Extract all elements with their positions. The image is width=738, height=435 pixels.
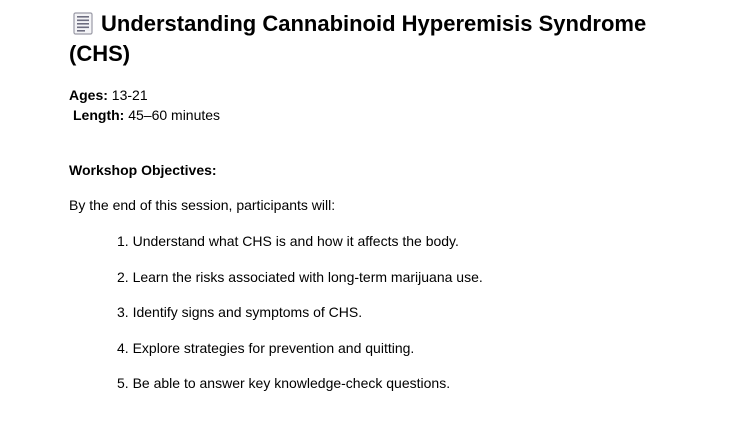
objective-item (117, 374, 483, 410)
objective-number: 5. (117, 375, 129, 391)
objective-item (117, 303, 483, 339)
objective-text: Understand what CHS is and how it affects the body. (132, 233, 459, 249)
objective-number: 2. (117, 268, 129, 285)
objective-item (117, 232, 483, 268)
objective-number: 3. (117, 304, 129, 320)
objective-number: 1. (117, 233, 129, 249)
objective-text: Be able to answer key knowledge-check questions. (132, 375, 451, 391)
ages-value: 13-21 (111, 87, 148, 103)
objectives-intro: By the end of this session, participants will: (69, 197, 336, 213)
ages-line (69, 86, 148, 104)
objectives-heading: Workshop Objectives: (69, 162, 217, 178)
objective-text: Explore strategies for prevention and quitting. (132, 339, 415, 356)
length-label: Length: (73, 107, 125, 123)
objective-text: Identify signs and symptoms of CHS. (132, 304, 363, 320)
objective-item (117, 339, 483, 375)
objectives-list (117, 232, 483, 410)
length-value: 45–60 minutes (128, 107, 221, 123)
page-document-icon (73, 12, 93, 35)
length-line (73, 106, 220, 124)
objective-item (117, 268, 483, 304)
objective-number: 4. (117, 339, 129, 356)
page-title (69, 9, 709, 69)
ages-label: Ages: (69, 87, 108, 103)
objective-text: Learn the risks associated with long-term marijuana use. (132, 268, 483, 285)
page-title-text: Understanding Cannabinoid Hyperemisis Syndrome (CHS) (69, 11, 647, 66)
